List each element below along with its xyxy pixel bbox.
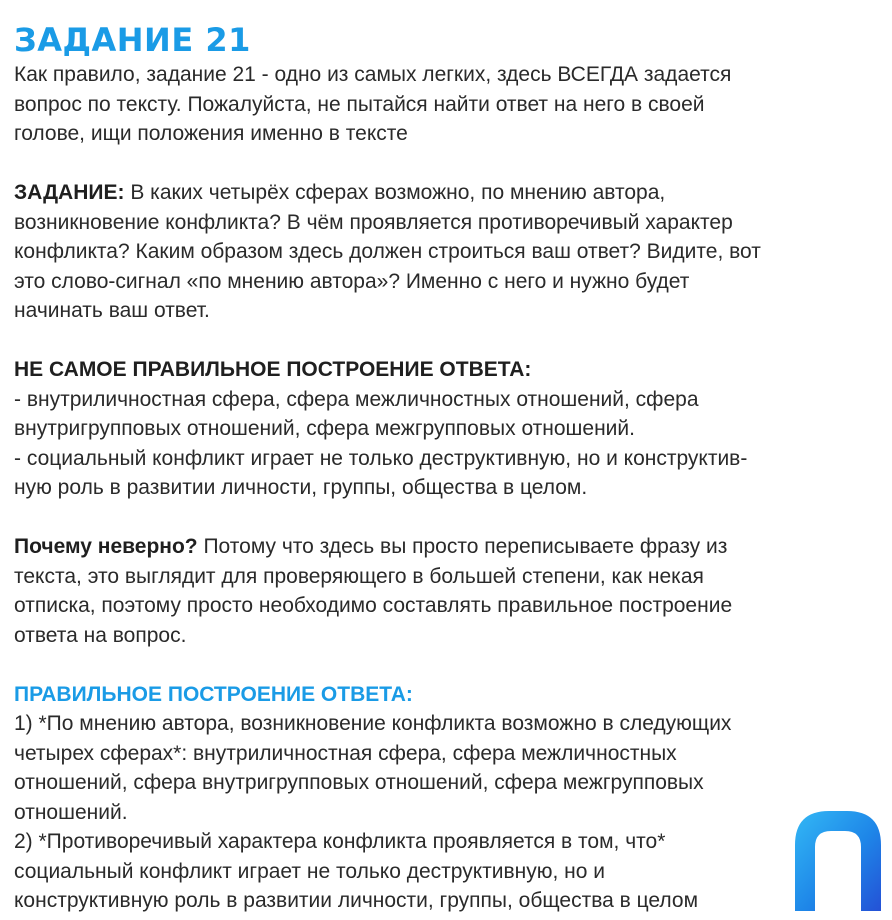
task-first-line-text: В каких четырёх сферах возможно, по мнению автора, (124, 181, 666, 204)
right-answer-line: отношений, сфера внутригрупповых отношений, сфера межгрупповых (14, 771, 704, 794)
right-answer-line: 2) *Противоречивый характера конфликта проявляется в том, что* (14, 830, 666, 853)
task-label: ЗАДАНИЕ: (14, 181, 125, 204)
wrong-answer-heading: НЕ САМОЕ ПРАВИЛЬНОЕ ПОСТРОЕНИЕ ОТВЕТА: (14, 358, 532, 381)
intro-line: Как правило, задание 21 - одно из самых легких, здесь ВСЕГДА задается (14, 63, 732, 86)
intro-line: вопрос по тексту. Пожалуйста, не пытайся найти ответ на него в своей (14, 92, 705, 116)
why-line: отписка, поэтому просто необходимо составлять правильное построение (14, 594, 733, 617)
why-line: текста, это выглядит для проверяющего в большей степени, как некая (14, 564, 704, 588)
task-line: конфликта? Каким образом здесь должен строиться ваш ответ? Видите, вот (14, 240, 761, 263)
right-answer-section (14, 680, 884, 916)
why-wrong-paragraph (14, 532, 884, 650)
document-page (14, 20, 884, 916)
right-answer-line: четырех сферах*: внутриличностная сфера, сфера межличностных (14, 741, 677, 765)
wrong-answer-section (14, 355, 884, 503)
right-answer-line: конструктивную роль в развитии личности, группы, общества в целом (14, 889, 699, 912)
intro-line: голове, ищи положения именно в тексте (14, 122, 408, 145)
wrong-answer-line: внутригрупповых отношений, сфера межгрупповых отношений. (14, 417, 635, 440)
wrong-answer-line: - социальный конфликт играет не только деструктивную, но и конструктив- (14, 446, 748, 470)
task-line: начинать ваш ответ. (14, 299, 210, 322)
task-line: это слово-сигнал «по мнению автора»? Именно с него и нужно будет (14, 269, 690, 293)
right-answer-line: отношений. (14, 800, 128, 824)
page-title: ЗАДАНИЕ 21 (14, 21, 251, 59)
why-line: ответа на вопрос. (14, 623, 187, 647)
task-paragraph (14, 178, 884, 326)
why-first-line (14, 532, 884, 562)
task-line: возникновение конфликта? В чём проявляется противоречивый характер (14, 210, 733, 234)
why-first-line-text: Потому что здесь вы просто переписываете фразу из (197, 535, 728, 558)
intro-paragraph (14, 60, 884, 149)
brand-p-logo-icon (795, 811, 881, 911)
right-answer-line: 1) *По мнению автора, возникновение конфликта возможно в следующих (14, 712, 732, 735)
wrong-answer-line: ную роль в развитии личности, группы, общества в целом. (14, 476, 588, 499)
right-answer-line: социальный конфликт играет не только деструктивную, но и (14, 859, 605, 883)
wrong-answer-line: - внутриличностная сфера, сфера межличностных отношений, сфера (14, 387, 699, 411)
task-first-line (14, 178, 884, 208)
why-label: Почему неверно? (14, 535, 198, 558)
right-answer-heading: ПРАВИЛЬНОЕ ПОСТРОЕНИЕ ОТВЕТА: (14, 682, 413, 706)
